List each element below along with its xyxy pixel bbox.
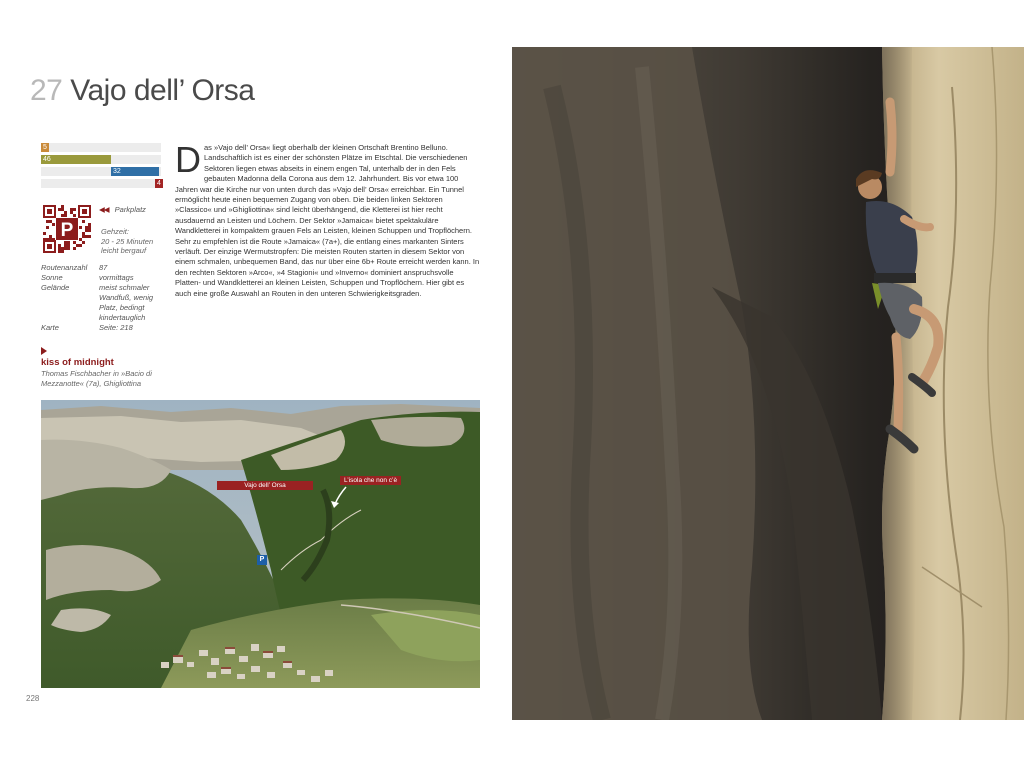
climber-image bbox=[512, 47, 1024, 720]
grade-bar-fill: 5 bbox=[41, 143, 49, 152]
info-value: meist schmaler Wandfuß, wenig Platz, bedingt kindertauglich bbox=[99, 283, 154, 322]
climber-photo bbox=[512, 47, 1024, 720]
page-title bbox=[30, 72, 254, 110]
info-row-routes bbox=[41, 263, 163, 273]
grade-bar-fill: 4 bbox=[155, 179, 163, 188]
caption-arrow-icon bbox=[41, 347, 47, 355]
grade-bar-row bbox=[41, 143, 161, 152]
grade-bar-row bbox=[41, 155, 161, 164]
info-value: vormittags bbox=[99, 273, 134, 282]
approach-time: 20 - 25 Minuten bbox=[101, 236, 154, 246]
grade-bars bbox=[41, 143, 161, 191]
photo-caption-title: kiss of midnight bbox=[41, 357, 114, 368]
sector-name: Vajo dell’ Orsa bbox=[70, 74, 255, 107]
approach-terrain: leicht bergauf bbox=[101, 246, 147, 255]
qr-code-graphic bbox=[42, 204, 92, 254]
parking-row bbox=[99, 205, 146, 214]
info-table bbox=[41, 263, 163, 333]
parking-label: Parkplatz bbox=[114, 205, 146, 214]
grade-bar-fill: 46 bbox=[41, 155, 111, 164]
double-arrow-left-icon: ◀◀ bbox=[99, 205, 109, 214]
grade-bar-fill: 32 bbox=[111, 167, 159, 176]
photo-caption-text: Thomas Fischbacher in »Bacio di Mezzanotte« (7a), Ghigliottina bbox=[41, 369, 152, 388]
drop-cap: D bbox=[175, 139, 201, 180]
grade-bar-row bbox=[41, 179, 161, 188]
qr-parking-letter: P bbox=[60, 220, 74, 241]
info-row-terrain bbox=[41, 283, 163, 323]
approach-info bbox=[101, 227, 153, 256]
info-key: Karte bbox=[41, 323, 59, 332]
body-paragraph bbox=[175, 139, 480, 299]
qr-code bbox=[42, 204, 92, 254]
aerial-photo bbox=[41, 400, 480, 688]
info-value: Seite: 218 bbox=[99, 323, 133, 332]
info-key: Routenanzahl bbox=[41, 263, 88, 272]
parking-sign-icon: P bbox=[257, 555, 267, 565]
info-value: 87 bbox=[99, 263, 108, 272]
body-text: as »Vajo dell’ Orsa« liegt oberhalb der kleinen Ortschaft Brentino Belluno. Landschaftlich ist es einer der schönsten Plätze im Etschtal. Die verschiedenen Sektoren liegen etwas abseits in einem engen Tal, unterhalb der in den Fels gebauten Madonna della Corona aus dem 12. Jahrhundert. Bis vor etwa 100 Jahren war die Kirche nur von unten durch das »Vajo dell’ Orsa« erreichbar. Ein Tunnel ermöglicht heute einen bequemen Zugang von oben. Die beiden linken Sektoren »Classico« und »Ghigliottina« sind leicht überhängend, die Kletterei ist hier recht ausdauernd an Leisten und Löchern. Der Sektor »Jamaica« bietet spektakuläre Wandkletterei in kompaktem grauen Fels an Leisten, kleinen Schuppen und Tropflöchern. Sehr zu empfehlen ist die Route »Jamaica« (7a+), die entlang eines markanten Sinters verläuft. Der einzige Wermutstropfen: Die meisten Routen starten in diesem Sektor von einem schmalen, unbequemen Band, das nur über eine 6b+ Route erreicht werden kann. In den rechten Sektoren »Arco«, »4 Stagioni« und »Inverno« dominiert anspruchsvolle Platten- und Wandkletterei an kleinen Leisten, Schuppen und Tropflöchern. Hier gibt es auch eine große Auswahl an Routen in den unteren Schwierigkeitsgraden. bbox=[175, 143, 480, 298]
approach-label: Gehzeit: bbox=[101, 227, 129, 236]
sector-number: 27 bbox=[30, 74, 63, 107]
aerial-landscape-image bbox=[41, 400, 480, 688]
info-key: Gelände bbox=[41, 283, 70, 292]
grade-bar-row bbox=[41, 167, 161, 176]
info-key: Sonne bbox=[41, 273, 63, 282]
map-label-isola: L’isola che non c’è bbox=[340, 476, 401, 485]
page-number: 228 bbox=[26, 694, 40, 703]
info-row-map bbox=[41, 323, 163, 333]
map-label-vajo-orsa: Vajo dell’ Orsa bbox=[217, 481, 313, 490]
info-row-sun bbox=[41, 273, 163, 283]
